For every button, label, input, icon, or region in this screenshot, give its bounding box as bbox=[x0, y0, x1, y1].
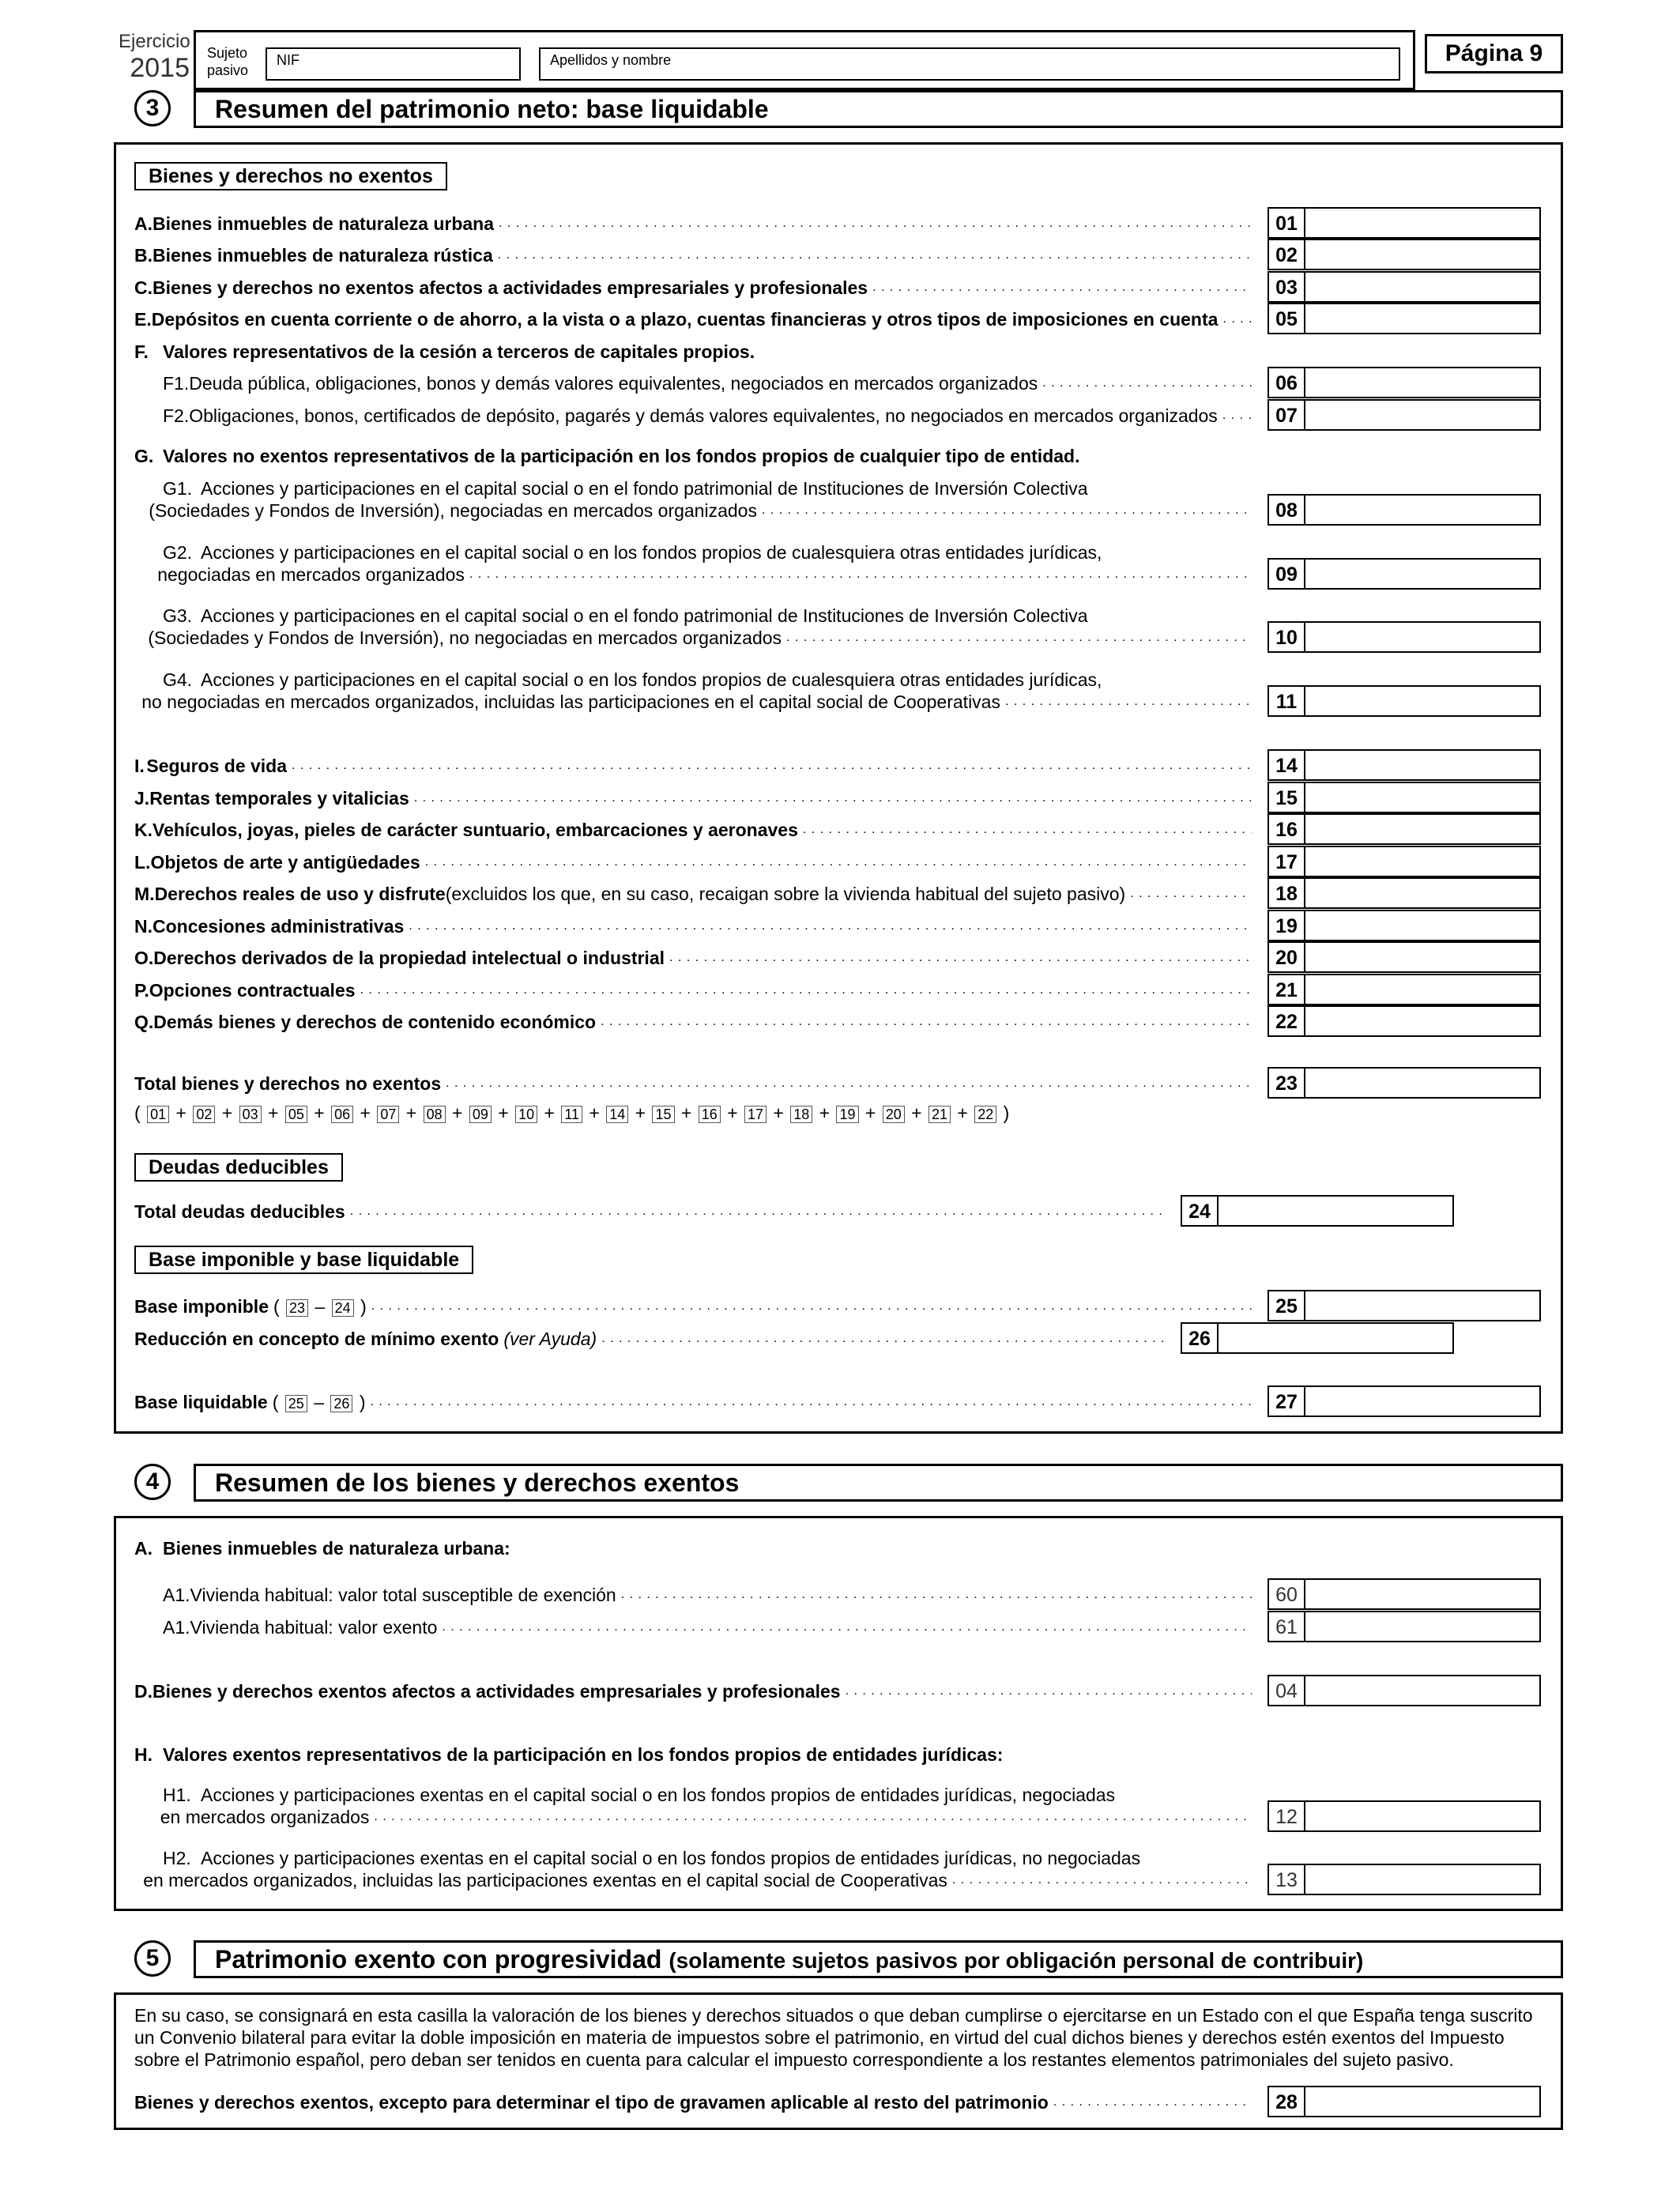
row-reduccion: Reducción en concepto de mínimo exento (ver Ayuda) . . . bbox=[134, 1326, 1170, 1350]
row-F: F. Valores representativos de la cesión a terceros de capitales propios. bbox=[134, 341, 755, 362]
formula-code: 19 bbox=[836, 1106, 858, 1123]
row-4A: A. Bienes inmuebles de naturaleza urbana: bbox=[134, 1538, 510, 1559]
row-A: A. Bienes inmuebles de naturaleza urbana . . . bbox=[134, 211, 1256, 235]
row-G3: (Sociedades y Fondos de Inversión), no negociadas en mercados organizados . . . bbox=[134, 625, 1256, 649]
row-L: L. Objetos de arte y antigüedades . . . bbox=[134, 850, 1256, 873]
row-base-liquidable: Base liquidable ( 25 – 26 ) . . . bbox=[134, 1389, 1256, 1413]
row-G1: (Sociedades y Fondos de Inversión), negociadas en mercados organizados . . . bbox=[134, 498, 1256, 522]
row-total-no-exentos: Total bienes y derechos no exentos . . . bbox=[134, 1071, 1256, 1095]
row-H2: en mercados organizados, incluidas las participaciones exentas en el capital social de Cooperativas . . . bbox=[134, 1868, 1256, 1891]
section-5-title: Patrimonio exento con progresividad (solamente sujetos pasivos por obligación personal de contribuir) bbox=[194, 1940, 1563, 1978]
total-formula: ( 01 + 02 + 03 + 05 + 06 + 07 + 08 + 09 + 10 + 11 + 14 + 15 + 16 + 17 + 18 + 19 + 20 + 21 + 22 ) bbox=[134, 1103, 1010, 1123]
subheader-base: Base imponible y base liquidable bbox=[134, 1246, 473, 1274]
formula-code: 02 bbox=[193, 1106, 215, 1123]
section-4-number: 4 bbox=[134, 1464, 171, 1500]
row-Q: Q. Demás bienes y derechos de contenido económico . . . bbox=[134, 1009, 1256, 1033]
formula-code: 18 bbox=[790, 1106, 812, 1123]
subheader-bienes-no-exentos: Bienes y derechos no exentos bbox=[134, 162, 447, 190]
section-5-paragraph: En su caso, se consignará en esta casilla la valoración de los bienes y derechos situados o que deban cumplirse o ejercitarse en un Estado con el que España tenga suscrito un Convenio bilateral para evitar la doble imposición en materia de impuestos sobre el patrimonio, en virtud del cual dichos bienes y derechos estén exentos del Impuesto sobre el Patrimonio español, pero deban ser tenidos en cuenta para calcular el impuesto correspondiente a los restantes elementos patrimoniales del sujeto pasivo. bbox=[134, 2005, 1533, 2070]
casilla-61[interactable]: 61 bbox=[1268, 1611, 1541, 1642]
row-28: Bienes y derechos exentos, excepto para determinar el tipo de gravamen aplicable al resto del patrimonio . . . bbox=[134, 2090, 1256, 2113]
apellidos-nombre-field[interactable]: Apellidos y nombre bbox=[539, 47, 1400, 81]
row-4D: D. Bienes y derechos exentos afectos a actividades empresariales y profesionales . . . bbox=[134, 1679, 1256, 1702]
row-A1-exento: A1. Vivienda habitual: valor exento . . . bbox=[134, 1615, 1256, 1638]
row-B: B. Bienes inmuebles de naturaleza rústica . . . bbox=[134, 243, 1256, 266]
page-number: Página 9 bbox=[1425, 34, 1563, 74]
formula-code: 06 bbox=[331, 1106, 353, 1123]
row-A1-total: A1. Vivienda habitual: valor total susceptible de exención . . . bbox=[134, 1582, 1256, 1606]
section-3-number: 3 bbox=[134, 90, 171, 126]
casilla-07[interactable]: 07 bbox=[1268, 399, 1541, 431]
casilla-16[interactable]: 16 bbox=[1268, 813, 1541, 845]
row-F1: F1. Deuda pública, obligaciones, bonos y demás valores equivalentes, negociados en mercados organizados . . . bbox=[134, 371, 1256, 394]
row-G3-line1: Acciones y participaciones en el capital social o en el fondo patrimonial de Instituciones de Inversión Colectiva bbox=[201, 605, 1088, 626]
casilla-05[interactable]: 05 bbox=[1268, 303, 1541, 334]
section-3-title: Resumen del patrimonio neto: base liquidable bbox=[194, 90, 1563, 128]
row-N: N. Concesiones administrativas . . . bbox=[134, 914, 1256, 937]
casilla-27[interactable]: 27 bbox=[1268, 1385, 1541, 1417]
row-G3-label: G3. bbox=[163, 605, 193, 626]
casilla-13[interactable]: 13 bbox=[1268, 1864, 1541, 1895]
formula-code: 16 bbox=[699, 1106, 721, 1123]
formula-code: 15 bbox=[652, 1106, 674, 1123]
ejercicio-year: 2015 bbox=[130, 53, 190, 83]
row-base-imponible: Base imponible ( 23 – 24 ) . . . bbox=[134, 1294, 1256, 1318]
formula-code: 20 bbox=[883, 1106, 905, 1123]
casilla-03[interactable]: 03 bbox=[1268, 271, 1541, 303]
row-P: P. Opciones contractuales . . . bbox=[134, 978, 1256, 1001]
row-C: C. Bienes y derechos no exentos afectos a actividades empresariales y profesionales . . . bbox=[134, 275, 1256, 299]
row-O: O. Derechos derivados de la propiedad intelectual o industrial . . . bbox=[134, 945, 1256, 969]
casilla-04[interactable]: 04 bbox=[1268, 1675, 1541, 1706]
casilla-26[interactable]: 26 bbox=[1181, 1322, 1454, 1354]
casilla-15[interactable]: 15 bbox=[1268, 782, 1541, 813]
section-5-number: 5 bbox=[134, 1940, 171, 1977]
row-G2: negociadas en mercados organizados . . . bbox=[134, 562, 1256, 586]
sujeto-pasivo-label: Sujeto pasivo bbox=[207, 45, 249, 78]
casilla-24[interactable]: 24 bbox=[1181, 1195, 1454, 1227]
casilla-06[interactable]: 06 bbox=[1268, 367, 1541, 398]
formula-code: 17 bbox=[744, 1106, 767, 1123]
formula-code: 05 bbox=[285, 1106, 307, 1123]
casilla-10[interactable]: 10 bbox=[1268, 621, 1541, 653]
casilla-11[interactable]: 11 bbox=[1268, 685, 1541, 717]
casilla-23[interactable]: 23 bbox=[1268, 1067, 1541, 1099]
row-H1-line1: Acciones y participaciones exentas en el capital social o en los fondos propios de entidades jurídicas, negociadas bbox=[201, 1785, 1116, 1805]
casilla-12[interactable]: 12 bbox=[1268, 1800, 1541, 1832]
row-J: J. Rentas temporales y vitalicias . . . bbox=[134, 786, 1256, 809]
formula-code: 10 bbox=[515, 1106, 537, 1123]
formula-code: 21 bbox=[929, 1106, 951, 1123]
row-G4: no negociadas en mercados organizados, incluidas las participaciones en el capital social de Cooperativas . . . bbox=[134, 689, 1256, 713]
row-M: M. Derechos reales de uso y disfrute (excluidos los que, en su caso, recaigan sobre la vivienda habitual del sujeto pasivo) . . . bbox=[134, 881, 1256, 905]
formula-code: 22 bbox=[974, 1106, 996, 1123]
formula-code: 14 bbox=[606, 1106, 628, 1123]
row-G1-label: G1. bbox=[163, 478, 193, 499]
row-G2-label: G2. bbox=[163, 542, 193, 563]
casilla-25[interactable]: 25 bbox=[1268, 1290, 1541, 1321]
row-H2-line1: Acciones y participaciones exentas en el capital social o en los fondos propios de entidades jurídicas, no negociadas bbox=[201, 1848, 1141, 1868]
row-G2-line1: Acciones y participaciones en el capital social o en los fondos propios de cualesquiera otras entidades jurídicas, bbox=[201, 542, 1102, 563]
row-H2-label: H2. bbox=[163, 1848, 191, 1868]
formula-code: 11 bbox=[561, 1106, 582, 1123]
row-G1-line1: Acciones y participaciones en el capital social o en el fondo patrimonial de Instituciones de Inversión Colectiva bbox=[201, 478, 1088, 499]
casilla-20[interactable]: 20 bbox=[1268, 941, 1541, 973]
casilla-14[interactable]: 14 bbox=[1268, 749, 1541, 781]
row-G4-line1: Acciones y participaciones en el capital social o en los fondos propios de cualesquiera otras entidades jurídicas, bbox=[201, 669, 1102, 690]
row-E: E. Depósitos en cuenta corriente o de ahorro, a la vista o a plazo, cuentas financieras y otros tipos de imposiciones en cuenta . . . bbox=[134, 307, 1256, 330]
casilla-08[interactable]: 08 bbox=[1268, 494, 1541, 526]
section-4-title: Resumen de los bienes y derechos exentos bbox=[194, 1464, 1563, 1502]
ejercicio-label: Ejercicio bbox=[119, 31, 190, 52]
formula-code: 09 bbox=[469, 1106, 492, 1123]
casilla-02[interactable]: 02 bbox=[1268, 239, 1541, 270]
formula-code: 08 bbox=[424, 1106, 446, 1123]
formula-code: 01 bbox=[147, 1106, 169, 1123]
nif-field[interactable]: NIF bbox=[266, 47, 521, 81]
casilla-09[interactable]: 09 bbox=[1268, 558, 1541, 590]
subheader-deudas: Deudas deducibles bbox=[134, 1153, 343, 1182]
row-I: I. Seguros de vida . . . bbox=[134, 753, 1256, 777]
casilla-21[interactable]: 21 bbox=[1268, 974, 1541, 1005]
row-deudas: Total deudas deducibles . . . bbox=[134, 1199, 1170, 1223]
row-4H: H. Valores exentos representativos de la participación en los fondos propios de entidades jurídicas: bbox=[134, 1744, 1004, 1765]
casilla-17[interactable]: 17 bbox=[1268, 846, 1541, 877]
row-H1-label: H1. bbox=[163, 1785, 191, 1805]
formula-code: 03 bbox=[239, 1106, 262, 1123]
row-K: K. Vehículos, joyas, pieles de carácter suntuario, embarcaciones y aeronaves . . . bbox=[134, 817, 1256, 841]
casilla-01[interactable]: 01 bbox=[1268, 207, 1541, 239]
casilla-28[interactable]: 28 bbox=[1268, 2086, 1541, 2117]
row-G: G. Valores no exentos representativos de la participación en los fondos propios de cualquier tipo de entidad. bbox=[134, 446, 1080, 466]
casilla-18[interactable]: 18 bbox=[1268, 877, 1541, 909]
row-G4-label: G4. bbox=[163, 669, 193, 690]
formula-code: 07 bbox=[377, 1106, 399, 1123]
casilla-19[interactable]: 19 bbox=[1268, 910, 1541, 941]
row-H1: en mercados organizados . . . bbox=[134, 1804, 1256, 1828]
row-F2: F2. Obligaciones, bonos, certificados de depósito, pagarés y demás valores equivalentes, no negociados en mercados organizados . . . bbox=[134, 403, 1256, 427]
casilla-22[interactable]: 22 bbox=[1268, 1005, 1541, 1037]
casilla-60[interactable]: 60 bbox=[1268, 1578, 1541, 1610]
